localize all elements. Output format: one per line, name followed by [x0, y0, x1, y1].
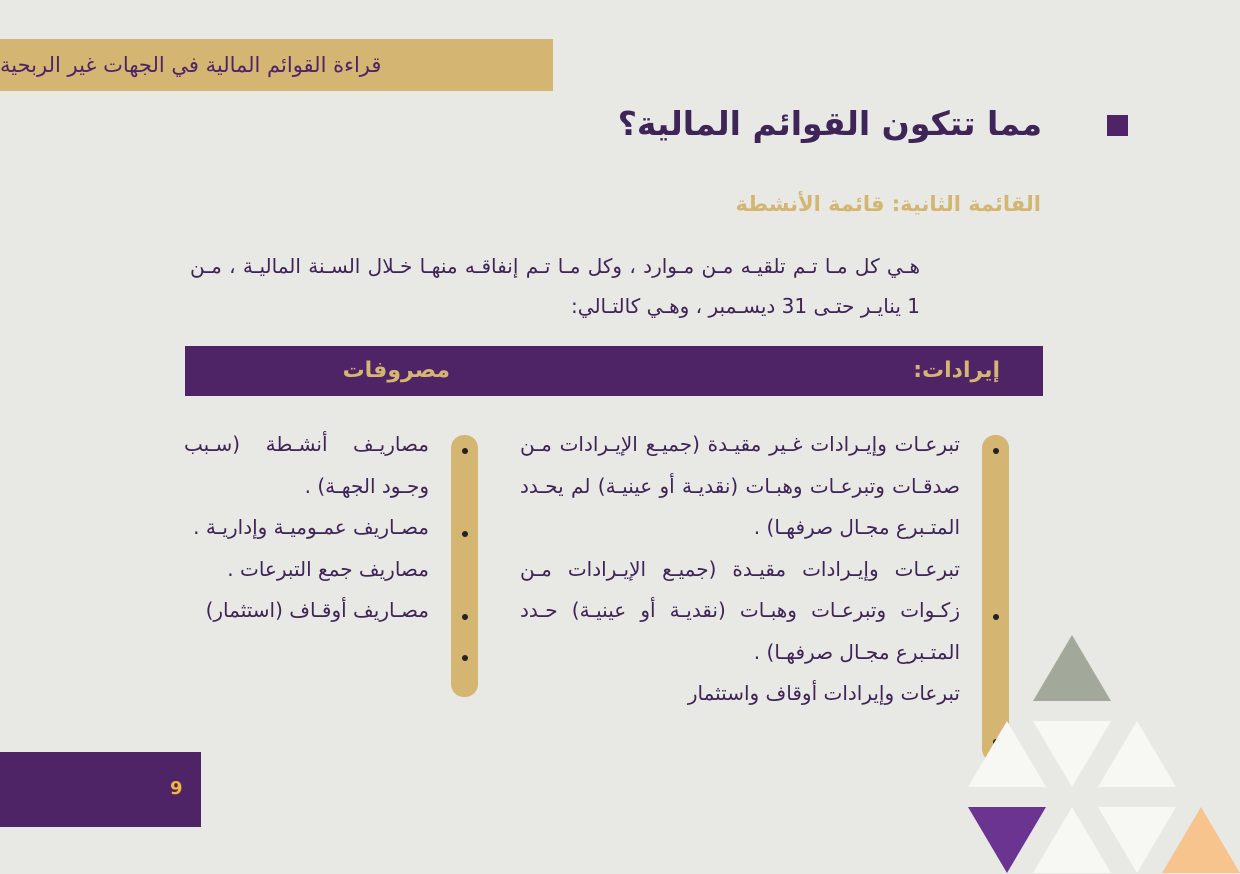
- list-item: تبرعـات وإيـرادات مقيـدة (جميـع الإيـرادات مـن زكـوات وتبرعـات وهبـات (نقديـة أو عينيـة) حـدد المتـبرع مجـال صرفهـا) .: [520, 556, 960, 664]
- decorative-triangle: [1033, 635, 1111, 701]
- bullet-dot: [462, 614, 468, 620]
- title-bullet-square: [1107, 115, 1128, 136]
- bullet-dot: [462, 655, 468, 661]
- bullet-dot: [993, 448, 999, 454]
- revenues-heading: إيرادات:: [913, 358, 1000, 383]
- header-band: [0, 39, 553, 91]
- bullet-dot: [462, 448, 468, 454]
- bullet-dot: [993, 614, 999, 620]
- list-item: تبرعات وإيرادات أوقاف واستثمار: [687, 681, 960, 705]
- list-item: تبرعـات وإيـرادات غـير مقيـدة (جميـع الإيـرادات مـن صدقـات وتبرعـات وهبـات (نقديـة أو عينيـة) لم يحـدد المتـبرع مجـال صرفهـا) .: [520, 432, 960, 539]
- decorative-triangle: [1162, 807, 1240, 873]
- header-title: قراءة القوائم المالية في الجهات غير الربحية: [0, 53, 382, 77]
- bullet-dot: [462, 531, 468, 537]
- expenses-list: [184, 424, 429, 632]
- list-item: مصـاريف أوقـاف (استثمار): [205, 598, 429, 622]
- revenues-list: [520, 424, 960, 715]
- page-number: 9: [170, 778, 183, 799]
- list-item: مصاريـف أنشـطة (سـبب وجـود الجهـة) .: [184, 432, 429, 498]
- page-title: مما تتكون القوائم المالية؟: [617, 104, 1042, 143]
- list-item: مصـاريف عمـوميـة وإداريـة .: [193, 515, 429, 539]
- intro-paragraph: هـي كل مـا تـم تلقيـه مـن مـوارد ، وكل مـا تـم إنفاقـه منهـا خـلال السـنة الماليـة ، مـن 1 ينايـر حتـى 31 ديسـمبر ، وهـي كالتـالي:: [190, 254, 920, 318]
- expenses-heading: مصروفات: [342, 358, 450, 383]
- decorative-triangle: [1098, 721, 1176, 787]
- list-item: مصاريف جمع التبرعات .: [227, 556, 429, 581]
- section-subtitle: القائمة الثانية: قائمة الأنشطة: [735, 192, 1041, 216]
- revenues-bullet-rail: [982, 435, 1009, 762]
